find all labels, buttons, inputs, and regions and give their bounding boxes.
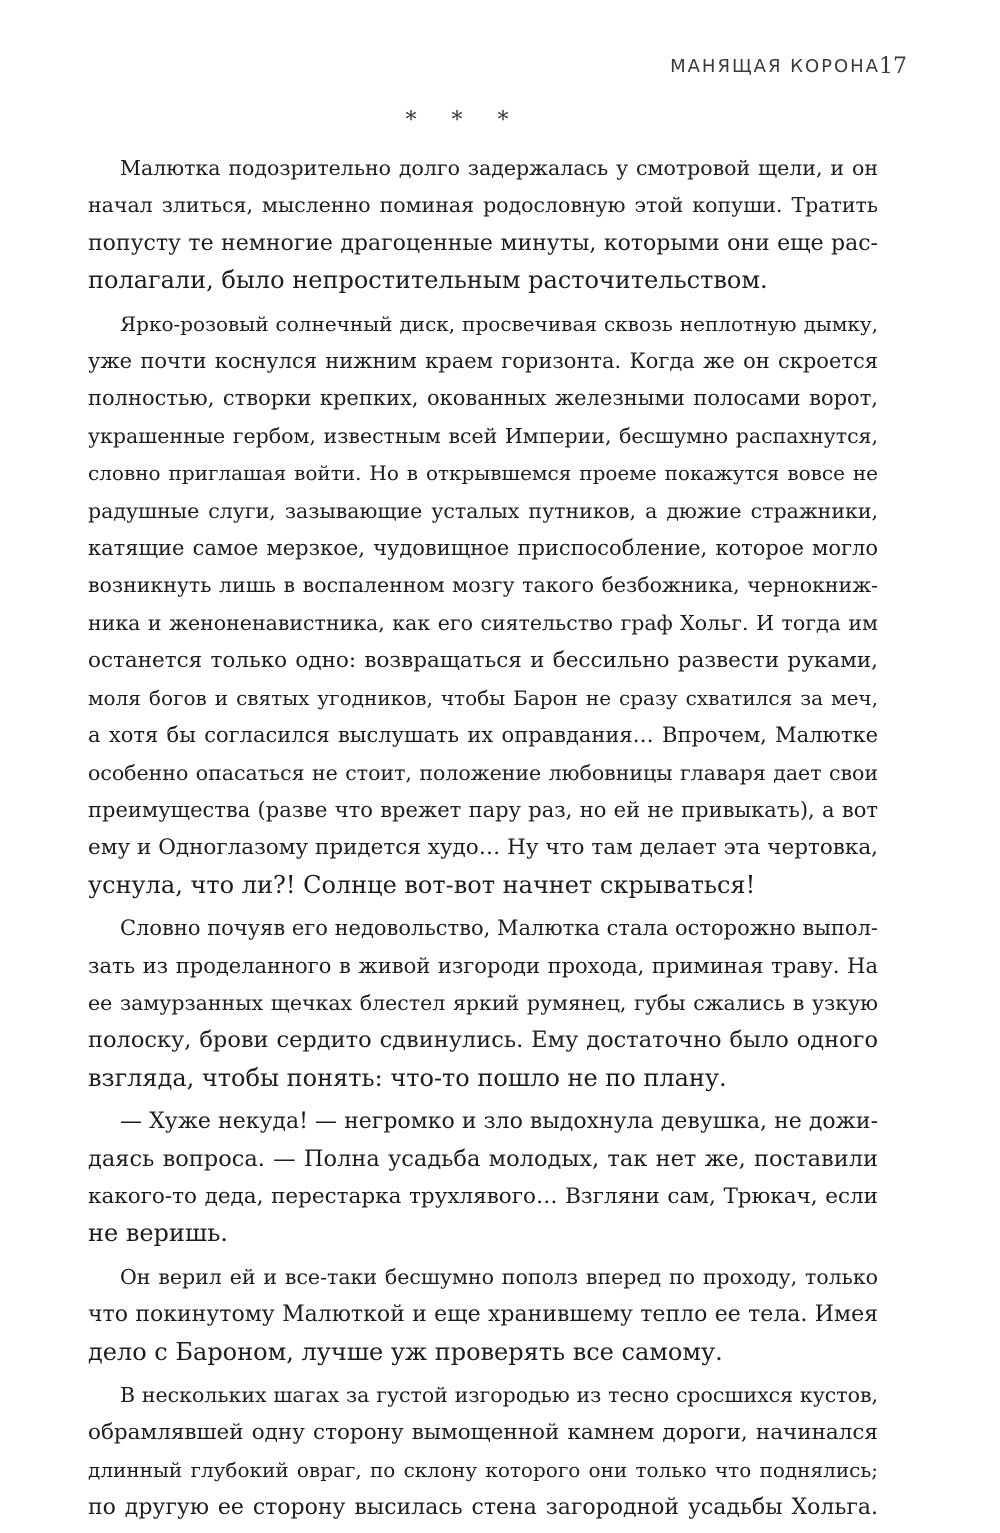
text-line: моля богов и святых угодников, чтобы Барон не сразу схватился за меч, (88, 685, 878, 710)
text-line: Ярко-розовый солнечный диск, просвечивая сквозь неплотную дымку, (120, 311, 878, 336)
paragraph-1 (88, 150, 878, 300)
text-line: начал злиться, мысленно поминая родословную этой копуши. Тратить (88, 193, 878, 218)
section-break: * * * (405, 108, 523, 133)
text-line: не веришь. (88, 1219, 228, 1248)
paragraph-4 (88, 1103, 878, 1253)
text-line: что покинутому Малюткой и еще хранившему тепло ее тела. Имея (88, 1302, 878, 1328)
text-line: возникнуть лишь в воспаленном мозгу такого безбожника, чернокниж- (88, 573, 878, 598)
text-line: обрамлявшей одну сторону вымощенной камнем дороги, начинался (88, 1420, 878, 1446)
text-line: Малютка подозрительно долго задержалась у смотровой щели, и он (120, 156, 878, 180)
text-line: преимущества (разве что врежет пару раз, но ей не привыкать), а вот (88, 797, 878, 822)
text-line: останется только одно: возвращаться и бессильно развести руками, (88, 648, 878, 674)
paragraph-3 (88, 910, 878, 1097)
text-line: длинный глубокий овраг, по склону которого они только что поднялись; (88, 1457, 878, 1482)
paragraph-5 (88, 1259, 878, 1371)
text-line: украшенные гербом, известным всей Империи, бесшумно распахнутся, (88, 423, 878, 448)
text-line: а хотя бы согласился выслушать их оправдания… Впрочем, Малютке (88, 723, 878, 748)
text-line: словно приглашая войти. Но в открывшемся проеме покажутся вовсе не (88, 461, 878, 486)
text-line: зать из проделанного в живой изгороди прохода, приминая траву. На (88, 953, 878, 978)
text-line: какого-то деда, перестарка трухлявого… Взгляни сам, Трюкач, если (88, 1183, 878, 1209)
text-line: В нескольких шагах за густой изгородью из тесно сросшихся кустов, (120, 1383, 878, 1407)
text-line: ему и Одноглазому придется худо… Ну что там делает эта чертовка, (88, 835, 878, 861)
text-line: радушные слуги, зазывающие усталых путников, а дюжие стражники, (88, 498, 878, 523)
text-line: дело с Бароном, лучше уж проверять все самому. (88, 1337, 723, 1366)
text-line: полоску, брови сердито сдвинулись. Ему достаточно было одного (88, 1027, 878, 1054)
text-line: полагали, было непростительным расточительством. (88, 266, 768, 295)
paragraph-6 (88, 1377, 878, 1527)
text-line: ника и женоненавистника, как его сиятельство граф Хольг. И тогда им (88, 610, 878, 635)
text-line: Словно почуяв его недовольство, Малютка стала осторожно выпол- (120, 916, 879, 941)
text-line: ее замурзанных щечках блестел яркий румянец, губы сжались в узкую (88, 990, 878, 1015)
text-line: уже почти коснулся нижним краем горизонта. Когда же он скроется (88, 349, 878, 374)
page-number: 17 (879, 54, 907, 79)
text-line: по другую ее сторону высилась стена загородной усадьбы Хольга. (88, 1495, 878, 1521)
text-line: взгляда, чтобы понять: что-то пошло не по плану. (88, 1063, 727, 1092)
text-line: — Хуже некуда! — негромко и зло выдохнула девушка, не дожи- (120, 1109, 878, 1135)
running-title: МАНЯЩАЯ КОРОНА (670, 56, 880, 77)
text-line: даясь вопроса. — Полна усадьба молодых, так нет же, поставили (88, 1145, 878, 1172)
paragraph-2 (88, 306, 878, 905)
body-text (88, 150, 878, 1533)
text-line: Он верил ей и все-таки бесшумно пополз вперед по проходу, только (120, 1264, 878, 1289)
text-line: попусту те немногие драгоценные минуты, которыми они еще рас- (88, 230, 878, 256)
text-line: полностью, створки крепких, окованных железными полосами ворот, (88, 386, 878, 411)
text-line: особенно опасаться не стоит, положение любовницы главаря дает свои (88, 760, 878, 785)
text-line: уснула, что ли?! Солнце вот-вот начнет скрываться! (88, 870, 756, 899)
text-line: катящие самое мерзкое, чудовищное приспособление, которое могло (88, 536, 878, 561)
